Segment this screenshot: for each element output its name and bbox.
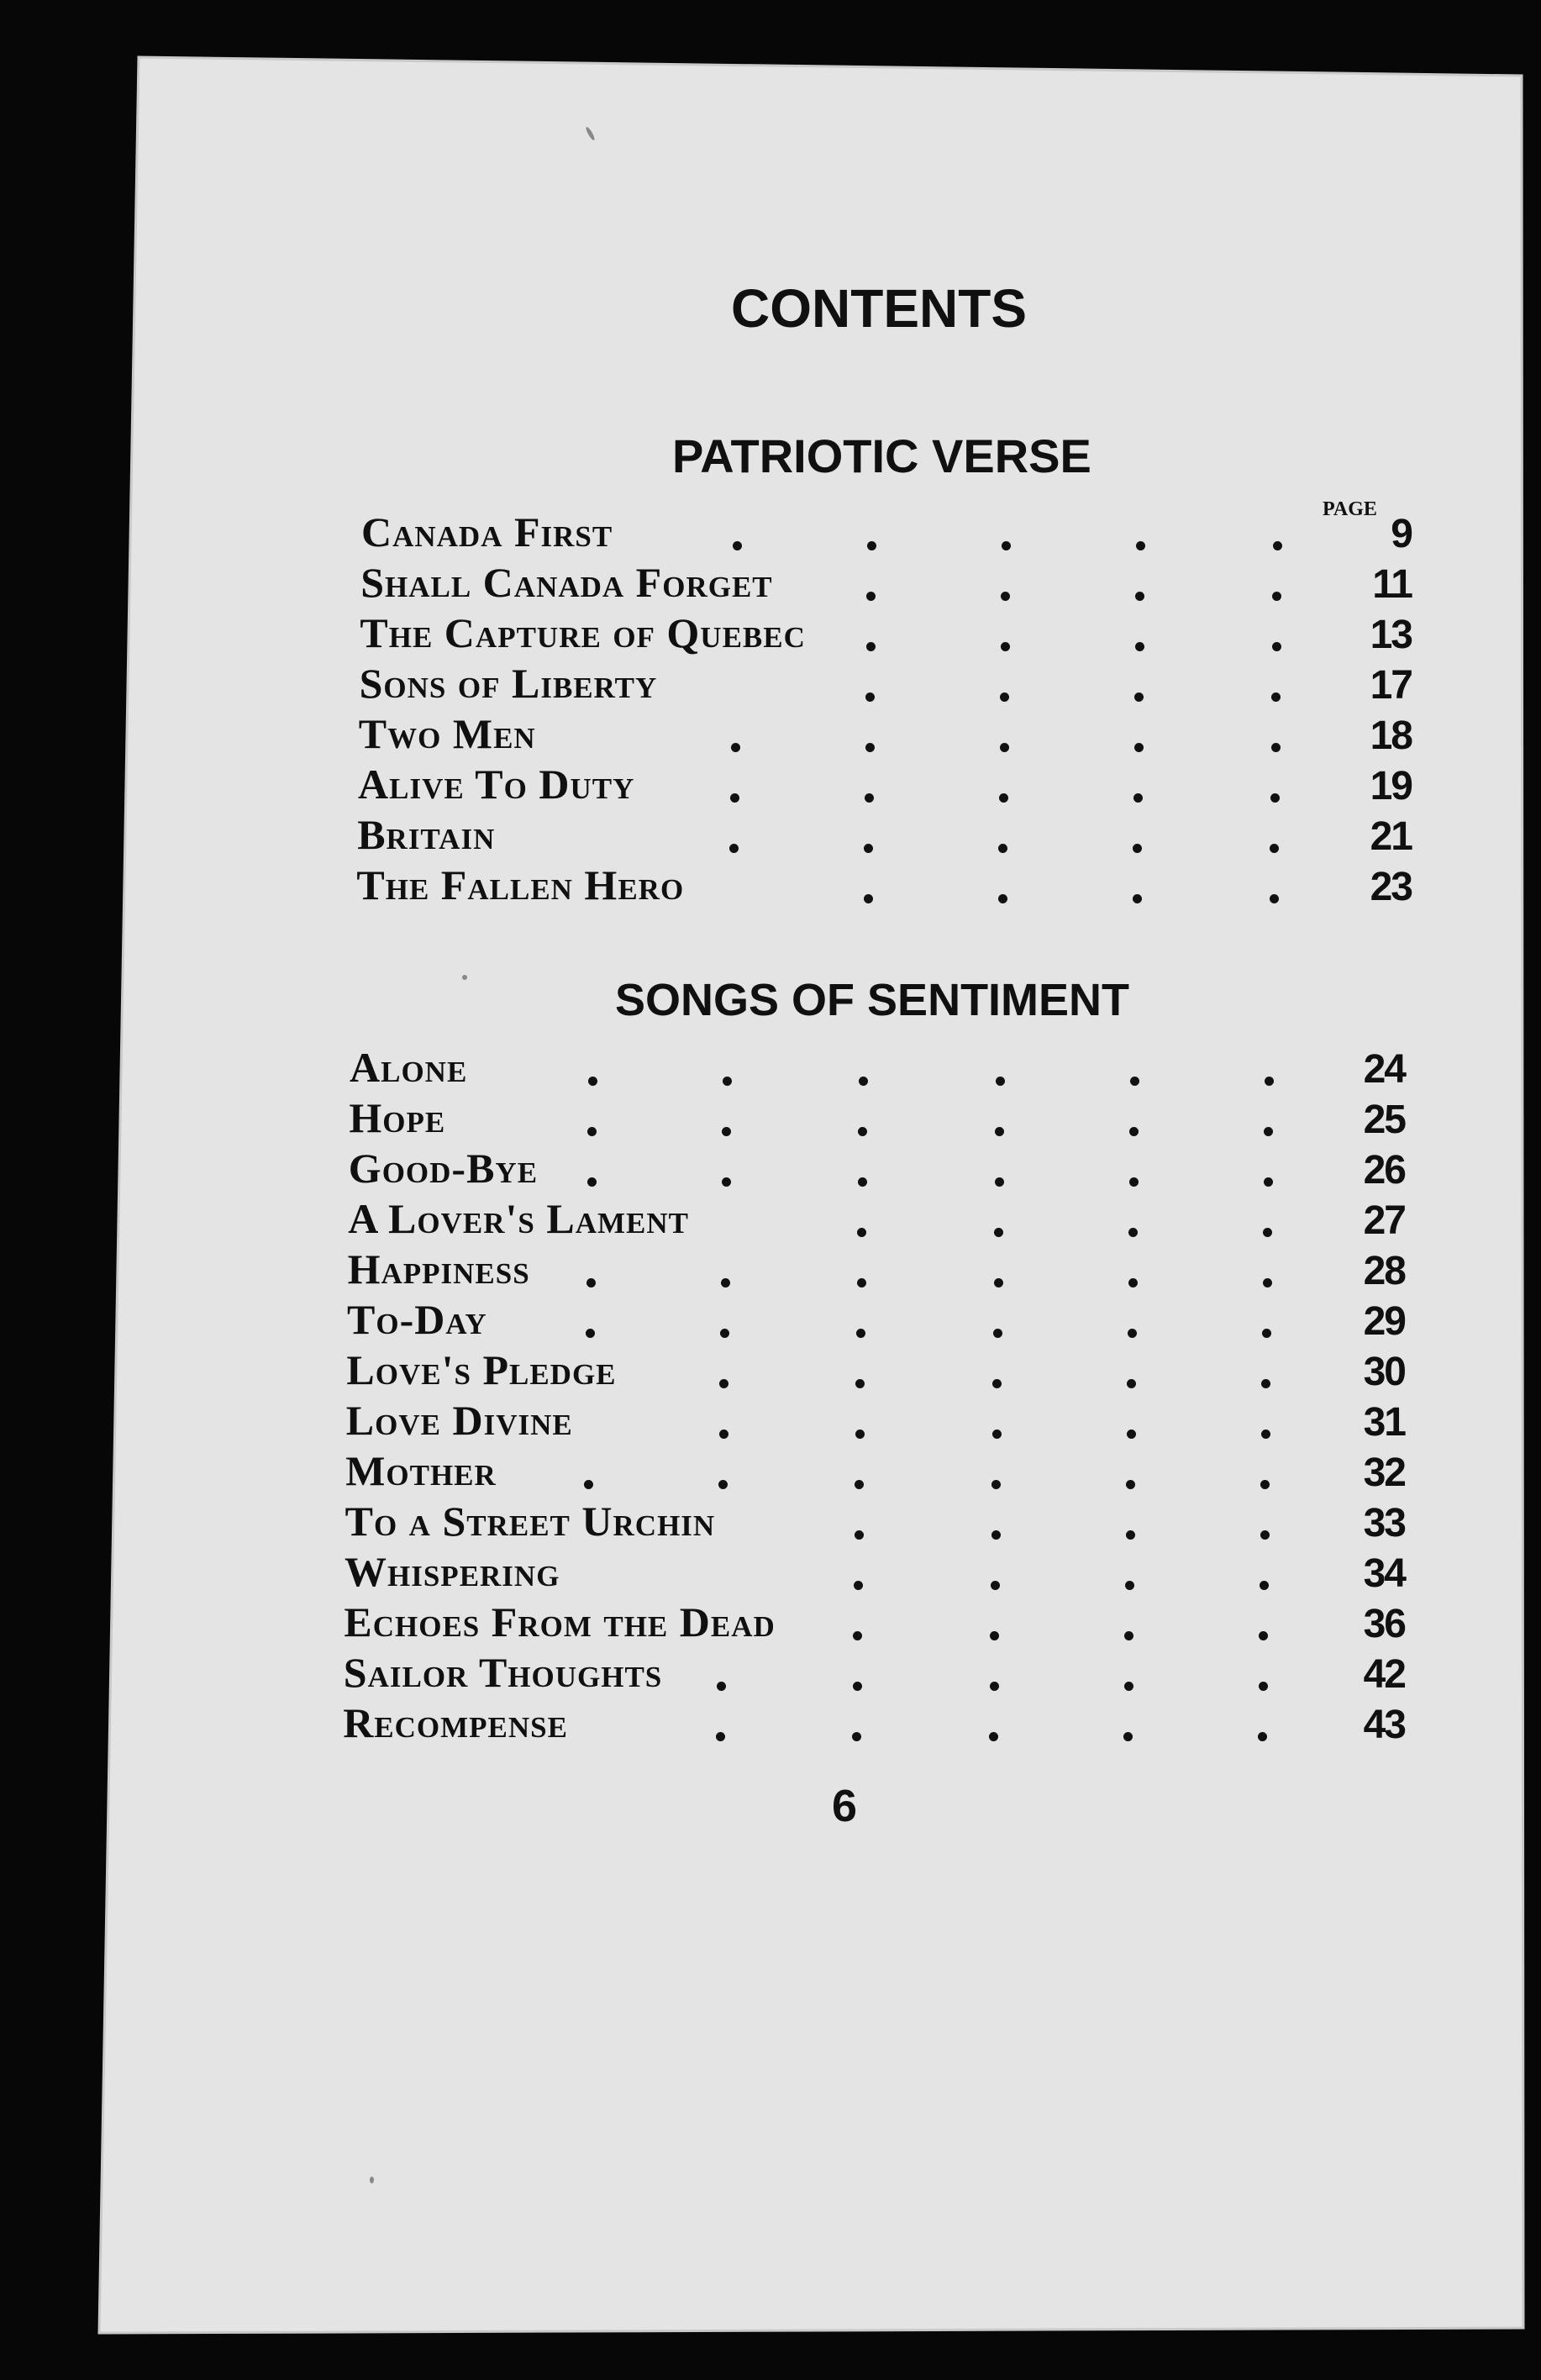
dot-leader bbox=[855, 1430, 865, 1439]
dot-leader bbox=[1265, 1077, 1274, 1086]
entry-page-number: 30 bbox=[1363, 1350, 1405, 1394]
dot-leader bbox=[867, 541, 876, 550]
entry-title: Echoes From the Dead bbox=[344, 1598, 776, 1645]
entry-page-number: 21 bbox=[1370, 814, 1412, 859]
dot-leader bbox=[721, 1278, 730, 1287]
dot-leader bbox=[587, 1177, 597, 1187]
dot-leader bbox=[854, 1581, 863, 1590]
dot-leader bbox=[1133, 894, 1142, 903]
dot-leader bbox=[1128, 1278, 1138, 1287]
entry-page-number: 23 bbox=[1370, 865, 1412, 909]
dot-leader bbox=[866, 642, 876, 651]
dot-leader bbox=[992, 1430, 1002, 1439]
dot-leader bbox=[864, 894, 873, 903]
entry-title: Good-Bye bbox=[348, 1145, 539, 1192]
dot-leader bbox=[1001, 642, 1010, 651]
dot-leader bbox=[723, 1077, 732, 1086]
entry-page-number: 27 bbox=[1363, 1198, 1405, 1243]
entry-page-number: 28 bbox=[1363, 1249, 1405, 1293]
dot-leader bbox=[588, 1077, 597, 1086]
dot-leader bbox=[1262, 1329, 1271, 1338]
dot-leader bbox=[996, 1077, 1005, 1086]
dot-leader bbox=[1127, 1430, 1136, 1439]
entry-title: Shall Canada Forget bbox=[360, 559, 773, 606]
entry-page-number: 18 bbox=[1370, 713, 1412, 758]
dot-leader bbox=[991, 1581, 1000, 1590]
entry-title: Hope bbox=[349, 1094, 446, 1141]
dot-leader bbox=[990, 1682, 999, 1691]
dot-leader bbox=[731, 743, 740, 752]
entry-title: To-Day bbox=[347, 1296, 487, 1343]
dot-leader bbox=[1270, 894, 1279, 903]
entry-title: Whispering bbox=[344, 1548, 560, 1595]
entry-title: Recompense bbox=[343, 1699, 568, 1746]
page-column-label: PAGE bbox=[1323, 498, 1377, 520]
entry-page-number: 29 bbox=[1363, 1299, 1405, 1344]
dot-leader bbox=[855, 1530, 864, 1540]
dot-leader bbox=[1273, 541, 1282, 550]
dot-leader bbox=[733, 541, 742, 550]
entry-page-number: 31 bbox=[1363, 1400, 1405, 1445]
dot-leader bbox=[586, 1329, 595, 1338]
dot-leader bbox=[717, 1682, 726, 1691]
dot-leader bbox=[1000, 743, 1009, 752]
dot-leader bbox=[1260, 1581, 1269, 1590]
entry-title: Alone bbox=[350, 1044, 468, 1091]
dot-leader bbox=[1260, 1530, 1270, 1540]
entry-page-number: 26 bbox=[1363, 1148, 1405, 1193]
entry-page-number: 32 bbox=[1363, 1451, 1405, 1495]
entry-title: Canada First bbox=[361, 508, 613, 556]
dot-leader bbox=[722, 1177, 731, 1187]
entry-title: Two Men bbox=[358, 710, 536, 757]
dot-leader bbox=[995, 1177, 1004, 1187]
dot-leader bbox=[998, 894, 1007, 903]
dot-leader bbox=[991, 1530, 1001, 1540]
dot-leader bbox=[1264, 1177, 1273, 1187]
dot-leader bbox=[730, 793, 739, 803]
entry-title: Sons of Liberty bbox=[359, 660, 658, 707]
dot-leader bbox=[865, 793, 874, 803]
dot-leader bbox=[586, 1278, 596, 1287]
dot-leader bbox=[1133, 793, 1143, 803]
entry-title: Happiness bbox=[347, 1245, 530, 1293]
dot-leader bbox=[994, 1278, 1003, 1287]
entry-title: The Fallen Hero bbox=[356, 861, 685, 908]
dot-leader bbox=[1130, 1077, 1139, 1086]
dot-leader bbox=[993, 1329, 1002, 1338]
entry-page-number: 43 bbox=[1363, 1703, 1405, 1747]
entry-page-number: 24 bbox=[1363, 1047, 1405, 1092]
dot-leader bbox=[1134, 743, 1144, 752]
dot-leader bbox=[719, 1430, 728, 1439]
entry-page-number: 33 bbox=[1363, 1501, 1405, 1545]
dot-leader bbox=[1125, 1581, 1134, 1590]
dot-leader bbox=[1270, 793, 1280, 803]
scan-speck bbox=[462, 975, 467, 980]
dot-leader bbox=[865, 743, 875, 752]
dot-leader bbox=[1135, 642, 1144, 651]
entry-page-number: 36 bbox=[1363, 1602, 1405, 1646]
dot-leader bbox=[1263, 1278, 1272, 1287]
dot-leader bbox=[1272, 642, 1281, 651]
dot-leader bbox=[858, 1177, 867, 1187]
entry-title: Love's Pledge bbox=[346, 1346, 617, 1393]
entry-page-number: 25 bbox=[1363, 1098, 1405, 1142]
dot-leader bbox=[1129, 1177, 1139, 1187]
contents-title: CONTENTS bbox=[731, 278, 1027, 339]
dot-leader bbox=[1271, 743, 1281, 752]
entry-title: Britain bbox=[357, 811, 496, 858]
entry-title: A Lover's Lament bbox=[348, 1195, 689, 1242]
dot-leader bbox=[1136, 541, 1145, 550]
entry-title: The Capture of Quebec bbox=[360, 609, 806, 656]
section-heading: SONGS OF SENTIMENT bbox=[615, 975, 1130, 1025]
dot-leader bbox=[853, 1682, 862, 1691]
entry-page-number: 9 bbox=[1391, 512, 1412, 556]
scan-speck bbox=[370, 2177, 374, 2183]
dot-leader bbox=[720, 1329, 729, 1338]
entry-title: Sailor Thoughts bbox=[343, 1649, 663, 1696]
dot-leader bbox=[1124, 1682, 1133, 1691]
dot-leader bbox=[859, 1077, 868, 1086]
entry-page-number: 19 bbox=[1370, 764, 1412, 808]
dot-leader bbox=[1126, 1530, 1135, 1540]
dot-leader bbox=[1002, 541, 1011, 550]
entry-page-number: 42 bbox=[1363, 1652, 1405, 1697]
section-heading: PATRIOTIC VERSE bbox=[672, 429, 1091, 482]
dot-leader bbox=[1259, 1682, 1268, 1691]
entry-title: Love Divine bbox=[345, 1397, 573, 1444]
page-folio: 6 bbox=[832, 1781, 858, 1831]
dot-leader bbox=[999, 793, 1008, 803]
entry-title: Alive To Duty bbox=[358, 761, 635, 808]
entry-page-number: 17 bbox=[1370, 663, 1412, 708]
dot-leader bbox=[1128, 1329, 1137, 1338]
entry-page-number: 13 bbox=[1370, 613, 1412, 657]
dot-leader bbox=[856, 1329, 865, 1338]
dot-leader bbox=[857, 1278, 866, 1287]
entry-page-number: 34 bbox=[1363, 1551, 1405, 1596]
dot-leader bbox=[1261, 1430, 1270, 1439]
entry-page-number: 11 bbox=[1372, 562, 1412, 607]
entry-title: Mother bbox=[345, 1447, 497, 1494]
entry-title: To a Street Urchin bbox=[344, 1498, 716, 1545]
